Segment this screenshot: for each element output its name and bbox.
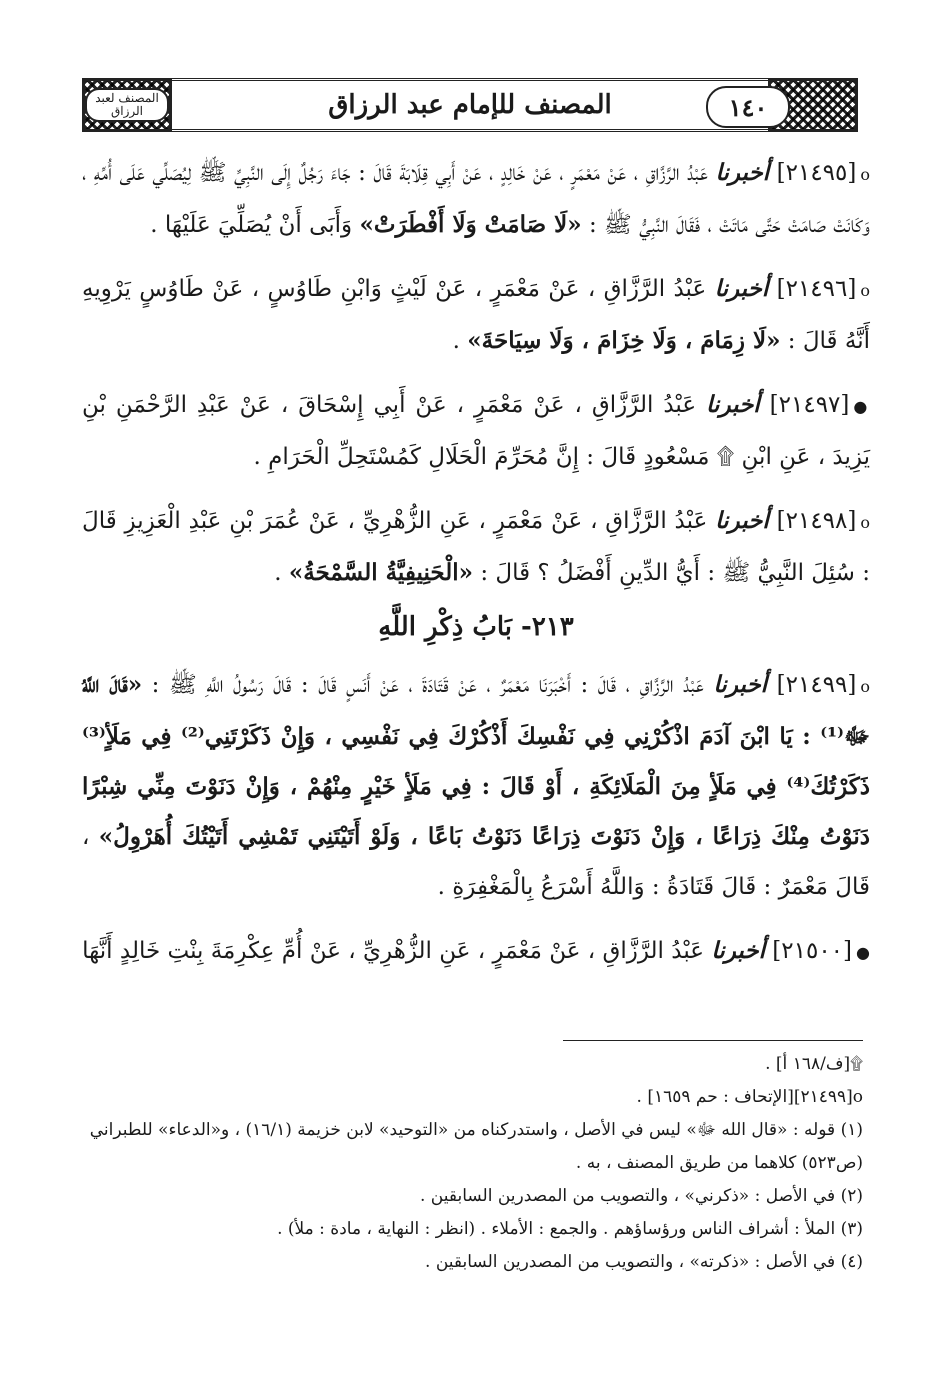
hadith-quote: «لَا صَامَتْ وَلَا أَفْطَرَتْ» bbox=[359, 211, 582, 238]
hadith-tail: . bbox=[452, 328, 460, 354]
entry-marker: ● bbox=[856, 943, 870, 962]
hadith-quote: «قَالَ اللَّهُ ﷻ⁽¹⁾ : يَا ابْنَ آدَمَ اذْكُرْنِي فِي نَفْسِكَ أَذْكُرْكَ فِي نَفْسِي ، وَإِنْ ذَكَرْتَنِي⁽²⁾ فِي مَلَأٍ⁽³⁾ ذَكَرْتُكَ⁽⁴⁾ فِي مَلَأٍ مِنَ الْمَلَائِكَةِ ، أَوْ قَالَ : فِي مَلَأٍ خَيْرٍ مِنْهُمْ ، وَإِنْ دَنَوْتَ مِنِّي شِبْرًا دَنَوْتُ مِنْكَ ذِرَاعًا ، وَإِنْ دَنَوْتَ ذِرَاعًا دَنَوْتُ بَاعًا ، وَلَوْ أَتَيْتَنِي تَمْشِي أَتَيْتُكَ أُهَرْوِلُ» bbox=[82, 671, 870, 850]
hadith-number: [٢١٤٩٦] bbox=[776, 276, 857, 302]
manuscript-marker-note: ۩[ف/١٦٨ أ] . bbox=[765, 1054, 863, 1074]
hadith-text: عَبْدُ الرَّزَّاقِ ، عَنْ مَعْمَرٍ ، عَنِ الزُّهْرِيِّ ، عَنْ عُمَرَ بْنِ عَبْدِ الْعَزِيزِ قَالَ : سُئِلَ النَّبِيُّ ﷺ : أَيُّ الدِّينِ أَفْضَلُ ؟ قَالَ : bbox=[82, 508, 870, 586]
hadith-text: عَبْدُ الرَّزَّاقِ ، عَنْ مَعْمَرٍ ، عَنْ أَبِي إِسْحَاقَ ، عَنْ عَبْدِ الرَّحْمَنِ بْنِ يَزِيدَ ، عَنِ ابْنِ ۩ مَسْعُودٍ قَالَ : إِنَّ مُحَرِّمَ الْحَلَالِ كَمُسْتَحِلِّ الْحَرَامِ . bbox=[82, 392, 870, 470]
hadith-quote: «الْحَنِيفِيَّةُ السَّمْحَةُ» bbox=[288, 559, 474, 586]
hadith-tail: . bbox=[274, 560, 282, 586]
hadith-text: عَبْدُ الرَّزَّاقِ ، عَنْ مَعْمَرٍ ، عَنِ الزُّهْرِيِّ ، عَنْ أُمِّ عِكْرِمَةَ بِنْتِ خَالِدٍ أَنَّهَا bbox=[82, 938, 704, 964]
hadith-number: [٢١٤٩٥] bbox=[776, 160, 857, 186]
footnotes bbox=[82, 1048, 863, 1279]
hadith-entry bbox=[82, 148, 870, 250]
page-number: ١٤٠ bbox=[706, 86, 790, 128]
entry-marker: o bbox=[860, 677, 871, 696]
akhbarana: أخبرنا bbox=[713, 671, 768, 698]
hadith-quote: «لَا زِمَامَ ، وَلَا خِزَامَ ، وَلَا سِيَاحَةَ» bbox=[467, 327, 781, 354]
hadith-text: عَبْدُ الرَّزَّاقِ ، عَنْ مَعْمَرٍ ، عَنْ خَالِدٍ ، عَنْ أَبِي قِلَابَةَ قَالَ : جَاءَ رَجُلٌ إِلَى النَّبِيِّ ﷺ لِيُصَلِّي عَلَى أُمِّهِ ، وَكَانَتْ صَامَتْ حَتَّى مَاتَتْ ، فَقَالَ النَّبِيُّ ﷺ : bbox=[82, 160, 870, 238]
footnote-item: (١) قوله : «قال الله ﷻ» ليس في الأصل ، واستدركناه من «التوحيد» لابن خزيمة (١٦/١) ، و«الدعاء» للطبراني (ص٥٢٣) كلاهما من طريق المصنف ، به . bbox=[89, 1120, 863, 1173]
footnote-item: (٣) الملأ : أشراف الناس ورؤساؤهم . والجمع : الأملاء . (انظر : النهاية ، مادة : ملأ) . bbox=[277, 1219, 863, 1239]
entry-marker: o bbox=[860, 513, 871, 532]
section-heading: ٢١٣- بَابُ ذِكْرِ اللَّهِ bbox=[378, 612, 574, 642]
akhbarana: أخبرنا bbox=[706, 391, 760, 418]
hadith-text: عَبْدُ الرَّزَّاقِ ، قَالَ : أَخْبَرَنَا مَعْمَرٌ ، عَنْ قَتَادَةَ ، عَنْ أَنَسٍ قَالَ : قَالَ رَسُولُ اللَّهِ ﷺ : bbox=[151, 672, 704, 698]
book-title: المصنف للإمام عبد الرزاق bbox=[328, 90, 612, 120]
entry-marker: o bbox=[860, 281, 870, 300]
akhbarana: أخبرنا bbox=[715, 159, 770, 186]
ornament-badge: المصنف لعبد الرزاق bbox=[85, 88, 169, 122]
entry-marker: o bbox=[860, 165, 871, 184]
footnote-item: (٢) في الأصل : «ذكرني» ، والتصويب من المصدرين السابقين . bbox=[419, 1186, 863, 1206]
footnote-item: (٤) في الأصل : «ذكرته» ، والتصويب من المصدرين السابقين . bbox=[425, 1252, 863, 1272]
footnote-divider bbox=[563, 1040, 863, 1041]
hadith-tail: وَأَبَى أَنْ يُصَلِّيَ عَلَيْهَا . bbox=[150, 212, 353, 238]
akhbarana: أخبرنا bbox=[714, 275, 769, 302]
hadith-number: [٢١٥٠٠] bbox=[772, 938, 853, 964]
hadith-entry bbox=[82, 660, 870, 912]
hadith-entry bbox=[82, 496, 870, 598]
akhbarana: أخبرنا bbox=[715, 507, 769, 534]
hadith-number: [٢١٤٩٨] bbox=[776, 508, 857, 534]
hadith-tail: ، قَالَ مَعْمَرٌ : قَالَ قَتَادَةُ : وَاللَّهُ أَسْرَعُ بِالْمَغْفِرَةِ . bbox=[82, 824, 870, 900]
hadith-text: عَبْدُ الرَّزَّاقِ ، عَنْ مَعْمَرٍ ، عَنْ لَيْثٍ وَابْنِ طَاوُسٍ ، عَنْ طَاوُسٍ يَرْوِيهِ أَنَّهُ قَالَ : bbox=[82, 276, 870, 354]
hadith-entry bbox=[82, 380, 870, 482]
hadith-entry bbox=[82, 264, 870, 366]
hadith-number: [٢١٤٩٩] bbox=[776, 672, 857, 698]
hadith-number: [٢١٤٩٧] bbox=[769, 392, 850, 418]
hadith-entry bbox=[82, 926, 870, 978]
akhbarana: أخبرنا bbox=[711, 937, 765, 964]
main-text bbox=[82, 148, 870, 992]
takhrij-note: o[٢١٤٩٩][الإتحاف : حم ١٦٥٩] . bbox=[636, 1087, 863, 1107]
entry-marker: ● bbox=[853, 397, 871, 416]
